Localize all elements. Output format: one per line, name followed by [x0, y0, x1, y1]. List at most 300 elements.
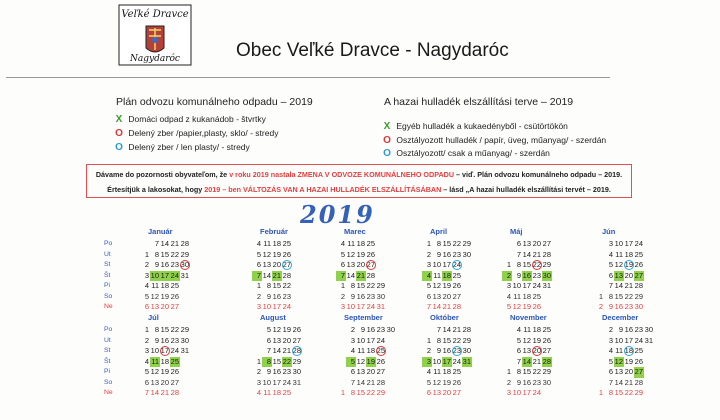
day-cell: 21	[624, 377, 633, 387]
weekday-label: St	[104, 347, 111, 354]
day-cell: 9	[618, 325, 623, 334]
empty-cell	[252, 336, 262, 347]
day-cell: 10	[614, 239, 623, 248]
day-cell: 10	[432, 260, 441, 269]
day-cell: 8	[516, 367, 521, 376]
day-cell: 13	[614, 270, 623, 280]
day-cell: 16	[442, 346, 451, 355]
header-divider	[6, 77, 610, 78]
day-cell: 29	[542, 260, 551, 269]
empty-cell	[336, 336, 346, 347]
day-cell: 30	[542, 270, 551, 280]
day-cell: 30	[644, 325, 653, 334]
empty-cell	[462, 260, 472, 271]
day-cell: 23	[452, 346, 461, 355]
logo-bottom-text: Nagydaróc	[130, 54, 180, 64]
weekday-label: Ne	[104, 303, 113, 310]
day-cell: 27	[376, 367, 385, 376]
day-cell: 17	[624, 335, 633, 345]
empty-cell	[336, 346, 346, 357]
day-cell: 23	[376, 325, 385, 334]
day-cell: 11	[433, 367, 441, 376]
day-cell: 8	[266, 281, 271, 290]
day-cell: 27	[452, 388, 461, 397]
weekday-label: Št	[104, 271, 111, 279]
empty-cell	[180, 281, 190, 292]
day-cell: 12	[150, 291, 159, 301]
day-cell: 14	[272, 346, 281, 355]
day-cell: 25	[282, 239, 291, 248]
day-cell: 20	[532, 239, 541, 248]
empty-cell	[292, 260, 302, 271]
day-cell: 22	[282, 356, 291, 366]
day-cell: 4	[516, 325, 521, 334]
day-cell: 18	[442, 270, 451, 280]
day-cell: 5	[144, 291, 149, 301]
day-cell: 12	[432, 377, 441, 387]
day-cell: 2	[340, 291, 345, 301]
day-cell: 28	[542, 356, 551, 366]
day-cell: 8	[608, 291, 613, 301]
day-cell: 18	[356, 239, 365, 248]
day-cell: 10	[150, 270, 159, 280]
day-cell: 23	[170, 260, 179, 269]
day-cell: 23	[624, 302, 633, 311]
empty-cell	[594, 271, 604, 282]
day-cell: 30	[462, 346, 471, 355]
day-cell: 9	[436, 346, 441, 355]
day-cell: 8	[350, 388, 355, 397]
day-cell: 5	[346, 357, 356, 368]
day-cell: 6	[516, 239, 521, 248]
day-cell: 19	[282, 325, 291, 334]
day-cell: 12	[512, 302, 521, 311]
legend-sk-plastic-text: Delený zber / len plasty/ - stredy	[128, 142, 250, 152]
day-cell: 9	[516, 377, 521, 387]
month-grid	[594, 325, 654, 399]
day-cell: 12	[614, 260, 623, 269]
day-cell: 2	[502, 271, 512, 282]
day-cell: 20	[442, 291, 451, 301]
empty-cell	[386, 388, 396, 399]
weekday-labels	[104, 239, 118, 313]
day-cell: 5	[608, 260, 613, 269]
legend-hu-sorted-text: Osztályozott hulladék / papír, üveg, műanyag/ - szerdán	[396, 135, 607, 145]
day-cell: 13	[356, 367, 365, 376]
day-cell: 14	[160, 239, 169, 248]
empty-cell	[376, 239, 386, 250]
month-name: Október	[430, 313, 459, 322]
month-grid	[502, 325, 552, 399]
day-cell: 6	[350, 367, 355, 376]
day-cell: 2	[426, 346, 431, 355]
day-cell: 29	[462, 239, 471, 248]
day-cell: 26	[634, 260, 643, 269]
month-grid	[594, 239, 644, 313]
empty-cell	[386, 346, 396, 357]
day-cell: 24	[376, 335, 385, 345]
day-cell: 28	[452, 302, 461, 311]
day-cell: 14	[262, 270, 271, 280]
legend-hu-household-text: Egyéb hulladék a kukaedényből - csütörtökön	[396, 121, 568, 131]
empty-cell	[462, 367, 472, 378]
weekday-labels	[104, 325, 118, 399]
day-cell: 7	[154, 239, 159, 248]
day-cell: 21	[160, 388, 169, 397]
day-cell: 30	[180, 335, 189, 345]
day-cell: 31	[462, 356, 471, 366]
day-cell: 18	[272, 239, 281, 248]
blue-circle-icon: O	[383, 148, 391, 159]
day-cell: 19	[522, 302, 531, 311]
day-cell: 9	[350, 291, 355, 301]
empty-cell	[462, 292, 472, 303]
day-cell: 26	[542, 335, 551, 345]
empty-cell	[462, 302, 472, 313]
day-cell: 26	[170, 367, 179, 376]
day-cell: 24	[452, 260, 461, 269]
day-cell: 16	[522, 377, 531, 387]
day-cell: 19	[624, 260, 633, 269]
day-cell: 8	[608, 388, 613, 397]
empty-cell	[376, 260, 386, 271]
day-cell: 28	[462, 325, 471, 334]
weekday-label: Po	[104, 240, 113, 247]
day-cell: 14	[432, 302, 441, 311]
empty-cell	[644, 357, 654, 368]
day-cell: 11	[357, 346, 365, 355]
day-cell: 24	[170, 346, 179, 355]
day-cell: 9	[266, 291, 271, 301]
village-logo	[118, 4, 192, 66]
day-cell: 11	[151, 356, 159, 366]
day-cell: 18	[160, 281, 169, 290]
day-cell: 15	[442, 335, 451, 345]
empty-cell	[594, 378, 604, 389]
day-cell: 13	[614, 367, 623, 376]
empty-cell	[502, 346, 512, 357]
day-cell: 26	[634, 356, 643, 366]
day-cell: 7	[608, 377, 613, 387]
day-cell: 10	[512, 281, 521, 290]
day-cell: 11	[523, 325, 531, 334]
day-cell: 19	[160, 291, 169, 301]
day-cell: 15	[356, 388, 365, 397]
day-cell: 23	[634, 325, 643, 334]
month-name: Máj	[510, 227, 523, 236]
month-name: Júl	[148, 313, 159, 322]
weekday-label: So	[104, 378, 113, 386]
day-cell: 25	[452, 367, 461, 376]
day-cell: 5	[256, 249, 261, 259]
day-cell: 7	[608, 281, 613, 290]
day-cell: 1	[256, 281, 261, 290]
day-cell: 19	[624, 356, 633, 366]
day-cell: 29	[376, 388, 385, 397]
day-cell: 7	[350, 377, 355, 387]
day-cell: 12	[262, 249, 271, 259]
day-cell: 4	[350, 346, 355, 355]
day-cell: 1	[256, 356, 261, 366]
weekday-label: Ne	[104, 389, 113, 396]
day-cell: 6	[426, 388, 431, 397]
day-cell: 8	[154, 249, 159, 259]
day-cell: 25	[634, 249, 643, 259]
day-cell: 15	[614, 291, 623, 301]
day-cell: 10	[262, 302, 271, 311]
day-cell: 21	[532, 356, 541, 366]
day-cell: 19	[272, 249, 281, 259]
day-cell: 6	[426, 291, 431, 301]
empty-cell	[502, 239, 512, 250]
day-cell: 27	[292, 335, 301, 345]
day-cell: 20	[366, 367, 375, 376]
day-cell: 21	[282, 346, 291, 355]
day-cell: 5	[608, 356, 613, 366]
day-cell: 21	[356, 270, 365, 280]
day-cell: 21	[366, 377, 375, 387]
day-cell: 26	[292, 325, 301, 334]
day-cell: 12	[346, 249, 355, 259]
day-cell: 17	[272, 377, 281, 387]
day-cell: 23	[170, 335, 179, 345]
day-cell: 4	[608, 249, 613, 259]
day-cell: 29	[634, 291, 643, 301]
legend-hu-plastic-text: Osztályozott/ csak a műanyag/ - szerdán	[396, 148, 550, 158]
empty-cell	[594, 260, 604, 271]
notice-box	[86, 164, 632, 198]
month-name: September	[344, 313, 383, 322]
day-cell: 21	[170, 239, 179, 248]
day-cell: 19	[356, 249, 365, 259]
day-cell: 31	[180, 346, 189, 355]
day-cell: 5	[516, 335, 521, 345]
day-cell: 29	[542, 367, 551, 376]
red-circle-icon: O	[115, 128, 123, 139]
day-cell: 2	[350, 325, 355, 334]
day-cell: 22	[366, 388, 375, 397]
day-cell: 21	[452, 325, 461, 334]
day-cell: 27	[542, 346, 551, 355]
day-cell: 9	[266, 367, 271, 376]
day-cell: 17	[522, 388, 531, 397]
day-cell: 19	[366, 356, 375, 366]
day-cell: 23	[366, 291, 375, 301]
day-cell: 22	[624, 388, 633, 397]
month-name: Január	[148, 227, 173, 236]
day-cell: 16	[614, 302, 623, 311]
plan-sk-title: Plán odvozu komunálneho odpadu – 2019	[116, 96, 313, 108]
day-cell: 2	[506, 377, 511, 387]
day-cell: 13	[150, 302, 159, 311]
day-cell: 7	[252, 271, 262, 282]
empty-cell	[594, 239, 604, 250]
legend-hu-household	[380, 121, 568, 132]
day-cell: 10	[346, 302, 355, 311]
day-cell: 16	[272, 291, 281, 301]
day-cell: 28	[634, 377, 643, 387]
day-cell: 5	[340, 249, 345, 259]
day-cell: 11	[263, 388, 271, 397]
day-cell: 2	[144, 260, 149, 269]
day-cell: 27	[634, 367, 643, 376]
day-cell: 12	[272, 325, 281, 334]
day-cell: 11	[347, 239, 355, 248]
calendar-year: 2019	[300, 200, 375, 229]
weekday-label: So	[104, 292, 113, 300]
day-cell: 30	[376, 291, 385, 301]
day-cell: 17	[160, 346, 169, 355]
day-cell: 18	[624, 346, 633, 355]
day-cell: 5	[144, 367, 149, 376]
day-cell: 28	[292, 346, 301, 355]
day-cell: 17	[442, 356, 451, 366]
empty-cell	[292, 281, 302, 292]
day-cell: 12	[150, 367, 159, 376]
month-name: November	[510, 313, 547, 322]
weekday-label: Ut	[104, 250, 111, 258]
day-cell: 6	[144, 302, 149, 311]
day-cell: 22	[624, 291, 633, 301]
day-cell: 30	[542, 377, 551, 387]
day-cell: 15	[442, 239, 451, 248]
empty-cell	[386, 367, 396, 378]
day-cell: 9	[154, 335, 159, 345]
empty-cell	[594, 250, 604, 261]
day-cell: 16	[366, 325, 375, 334]
day-cell: 25	[532, 291, 541, 301]
day-cell: 15	[356, 281, 365, 290]
month-grid	[502, 239, 552, 313]
empty-cell	[644, 367, 654, 378]
day-cell: 26	[452, 377, 461, 387]
empty-cell	[252, 325, 262, 336]
day-cell: 3	[422, 357, 432, 368]
empty-cell	[292, 239, 302, 250]
empty-cell	[594, 346, 604, 357]
empty-cell	[542, 388, 552, 399]
day-cell: 24	[452, 356, 461, 366]
day-cell: 25	[366, 239, 375, 248]
empty-cell	[180, 378, 190, 389]
day-cell: 13	[432, 291, 441, 301]
empty-cell	[292, 271, 302, 282]
legend-hu-sorted	[380, 135, 606, 146]
day-cell: 4	[144, 356, 149, 366]
month-name: Jún	[602, 227, 616, 236]
month-grid	[336, 325, 396, 399]
empty-cell	[422, 325, 432, 336]
day-cell: 28	[170, 388, 179, 397]
empty-cell	[644, 346, 654, 357]
notice-line-sk: Dávame do pozornosti obyvateľom, že v roku 2019 nastala ZMENA V ODVOZE KOMUNÁLNEHO ODPADU – viď. Plán odvozu komunálneho odpadu – 2019.	[95, 170, 623, 179]
logo-top-text: Veľké Dravce	[121, 9, 189, 20]
day-cell: 5	[506, 302, 511, 311]
day-cell: 8	[436, 239, 441, 248]
empty-cell	[180, 388, 190, 399]
empty-cell	[502, 336, 512, 347]
day-cell: 28	[366, 270, 375, 280]
day-cell: 25	[282, 388, 291, 397]
day-cell: 9	[608, 302, 613, 311]
day-cell: 12	[614, 356, 623, 366]
empty-cell	[502, 250, 512, 261]
day-cell: 21	[272, 270, 281, 280]
day-cell: 28	[282, 270, 291, 280]
empty-cell	[462, 378, 472, 389]
day-cell: 14	[442, 325, 451, 334]
empty-cell	[180, 302, 190, 313]
day-cell: 25	[452, 270, 461, 280]
day-cell: 3	[256, 377, 261, 387]
empty-cell	[594, 357, 604, 368]
day-cell: 9	[436, 249, 441, 259]
day-cell: 3	[506, 388, 511, 397]
plan-hu-title: A hazai hulladék elszállítási terve – 2019	[384, 96, 574, 108]
day-cell: 3	[256, 302, 261, 311]
day-cell: 22	[366, 281, 375, 290]
day-cell: 4	[256, 388, 261, 397]
day-cell: 13	[150, 377, 159, 387]
day-cell: 10	[512, 388, 521, 397]
day-cell: 23	[452, 249, 461, 259]
day-cell: 27	[170, 302, 179, 311]
day-cell: 1	[506, 260, 511, 269]
day-cell: 31	[180, 270, 189, 280]
day-cell: 20	[160, 302, 169, 311]
day-cell: 27	[170, 377, 179, 387]
day-cell: 23	[532, 270, 541, 280]
day-cell: 1	[426, 239, 431, 248]
day-cell: 6	[266, 335, 271, 345]
day-cell: 3	[506, 281, 511, 290]
empty-cell	[386, 378, 396, 389]
day-cell: 10	[432, 356, 441, 366]
day-cell: 18	[522, 291, 531, 301]
day-cell: 7	[516, 356, 521, 366]
day-cell: 9	[516, 270, 521, 280]
day-cell: 18	[624, 249, 633, 259]
empty-cell	[376, 271, 386, 282]
day-cell: 13	[262, 260, 271, 269]
day-cell: 16	[356, 291, 365, 301]
empty-cell	[336, 378, 346, 389]
day-cell: 17	[160, 270, 169, 280]
day-cell: 20	[356, 260, 365, 269]
weekday-label: Pi	[104, 368, 111, 375]
day-cell: 5	[426, 377, 431, 387]
day-cell: 24	[532, 281, 541, 290]
day-cell: 20	[160, 377, 169, 387]
day-cell: 20	[624, 367, 633, 376]
day-cell: 6	[608, 270, 613, 280]
day-cell: 2	[608, 325, 613, 334]
day-cell: 1	[144, 249, 149, 259]
day-cell: 16	[522, 270, 531, 280]
day-cell: 3	[144, 346, 149, 355]
month-name: Február	[260, 227, 288, 236]
month-grid	[422, 325, 472, 399]
day-cell: 30	[462, 249, 471, 259]
weekday-label: St	[104, 261, 111, 268]
weekday-label: Ut	[104, 336, 111, 344]
day-cell: 1	[426, 335, 431, 345]
day-cell: 3	[350, 335, 355, 345]
empty-cell	[292, 250, 302, 261]
month-name: December	[602, 313, 639, 322]
day-cell: 28	[542, 249, 551, 259]
legend-sk-sorted-text: Delený zber /papier,plasty, sklo/ - stredy	[128, 128, 279, 138]
